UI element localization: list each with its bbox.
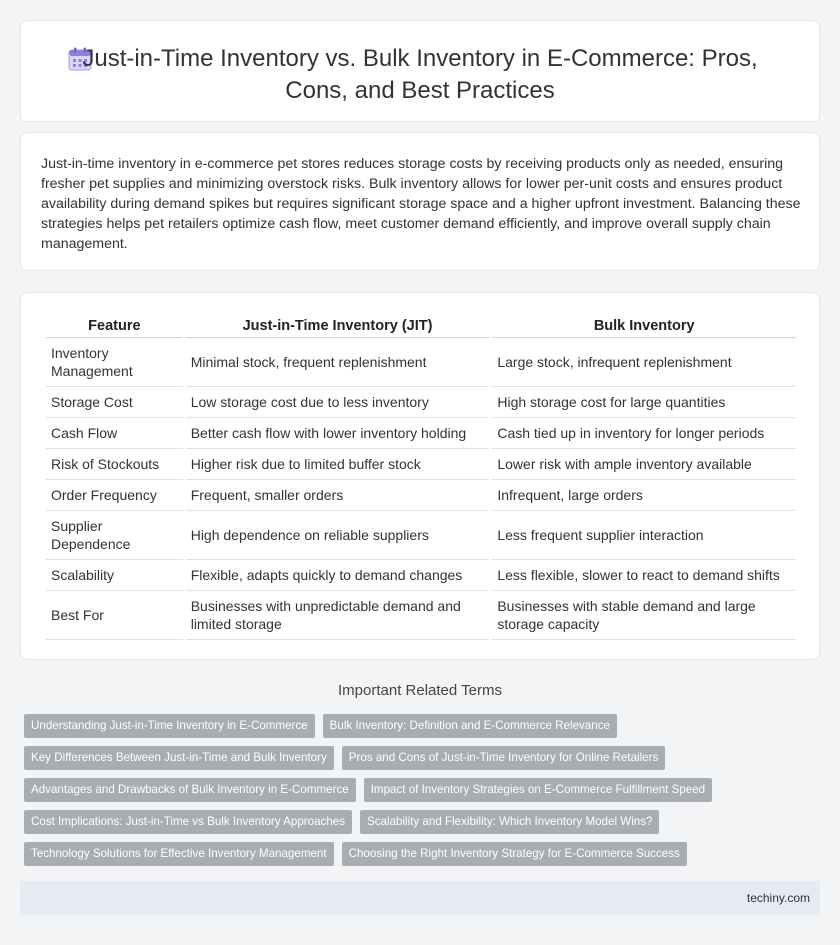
jit-cell: Minimal stock, frequent replenishment: [186, 338, 490, 387]
feature-cell: Inventory Management: [46, 338, 183, 387]
table-header-row: [46, 313, 796, 338]
jit-cell: Flexible, adapts quickly to demand changes: [186, 560, 490, 591]
related-term-tag[interactable]: Cost Implications: Just-in-Time vs Bulk Inventory Approaches: [24, 810, 352, 834]
tag-row: [24, 778, 804, 802]
related-term-tag[interactable]: Technology Solutions for Effective Inventory Management: [24, 842, 334, 866]
table-row: [46, 338, 796, 387]
comparison-table-card: [20, 292, 820, 660]
tag-row: [24, 810, 804, 834]
table-row: [46, 387, 796, 418]
footer-bar: [20, 881, 820, 915]
tag-row: [24, 714, 804, 738]
related-term-tag[interactable]: Bulk Inventory: Definition and E-Commerce Relevance: [323, 714, 617, 738]
related-term-tag[interactable]: Pros and Cons of Just-in-Time Inventory for Online Retailers: [342, 746, 666, 770]
table-row: [46, 418, 796, 449]
header-feature: Feature: [46, 313, 183, 338]
feature-cell: Scalability: [46, 560, 183, 591]
bulk-cell: Lower risk with ample inventory available: [492, 449, 796, 480]
table-row: [46, 480, 796, 511]
jit-cell: Businesses with unpredictable demand and limited storage: [186, 591, 490, 640]
bulk-cell: Less flexible, slower to react to demand shifts: [492, 560, 796, 591]
header-bulk: Bulk Inventory: [492, 313, 796, 338]
feature-cell: Best For: [46, 591, 183, 640]
footer-site-link[interactable]: techiny.com: [746, 891, 810, 905]
feature-cell: Cash Flow: [46, 418, 183, 449]
related-term-tag[interactable]: Understanding Just-in-Time Inventory in E-Commerce: [24, 714, 315, 738]
related-terms-heading: Important Related Terms: [338, 682, 502, 699]
bulk-cell: High storage cost for large quantities: [492, 387, 796, 418]
bulk-cell: Cash tied up in inventory for longer periods: [492, 418, 796, 449]
table-row: [46, 560, 796, 591]
feature-cell: Storage Cost: [46, 387, 183, 418]
feature-cell: Risk of Stockouts: [46, 449, 183, 480]
table-row: [46, 591, 796, 640]
comparison-table: [43, 313, 799, 640]
page-title-line-2: Cons, and Best Practices: [285, 77, 555, 104]
table-row: [46, 449, 796, 480]
bulk-cell: Infrequent, large orders: [492, 480, 796, 511]
page-title: [21, 43, 819, 107]
bulk-cell: Large stock, infrequent replenishment: [492, 338, 796, 387]
jit-cell: High dependence on reliable suppliers: [186, 511, 490, 560]
related-term-tag[interactable]: Scalability and Flexibility: Which Inventory Model Wins?: [360, 810, 659, 834]
related-term-tag[interactable]: Key Differences Between Just-in-Time and Bulk Inventory: [24, 746, 334, 770]
feature-cell: Order Frequency: [46, 480, 183, 511]
jit-cell: Better cash flow with lower inventory holding: [186, 418, 490, 449]
related-term-tag[interactable]: Advantages and Drawbacks of Bulk Inventory in E-Commerce: [24, 778, 356, 802]
related-terms-list: [24, 714, 804, 874]
tag-row: [24, 746, 804, 770]
header-jit: Just-in-Time Inventory (JIT): [186, 313, 490, 338]
bulk-cell: Less frequent supplier interaction: [492, 511, 796, 560]
jit-cell: Low storage cost due to less inventory: [186, 387, 490, 418]
related-term-tag[interactable]: Choosing the Right Inventory Strategy for E-Commerce Success: [342, 842, 687, 866]
feature-cell: Supplier Dependence: [46, 511, 183, 560]
jit-cell: Frequent, smaller orders: [186, 480, 490, 511]
jit-cell: Higher risk due to limited buffer stock: [186, 449, 490, 480]
bulk-cell: Businesses with stable demand and large storage capacity: [492, 591, 796, 640]
page-title-line-1: Just-in-Time Inventory vs. Bulk Inventory in E-Commerce: Pros,: [82, 45, 758, 72]
intro-card: [20, 132, 820, 271]
intro-paragraph: Just-in-time inventory in e-commerce pet stores reduces storage costs by receiving products only as needed, ensuring fresher pet supplies and minimizing overstock risks. Bulk inventory allows for lower per-unit costs and ensures product availability during demand spikes but requires significant storage space and a higher upfront investment. Balancing these strategies helps pet retailers optimize cash flow, meet customer demand efficiently, and improve overall supply chain management.: [41, 156, 801, 252]
tag-row: [24, 842, 804, 866]
title-card: [20, 20, 820, 122]
related-term-tag[interactable]: Impact of Inventory Strategies on E-Commerce Fulfillment Speed: [364, 778, 712, 802]
table-row: [46, 511, 796, 560]
